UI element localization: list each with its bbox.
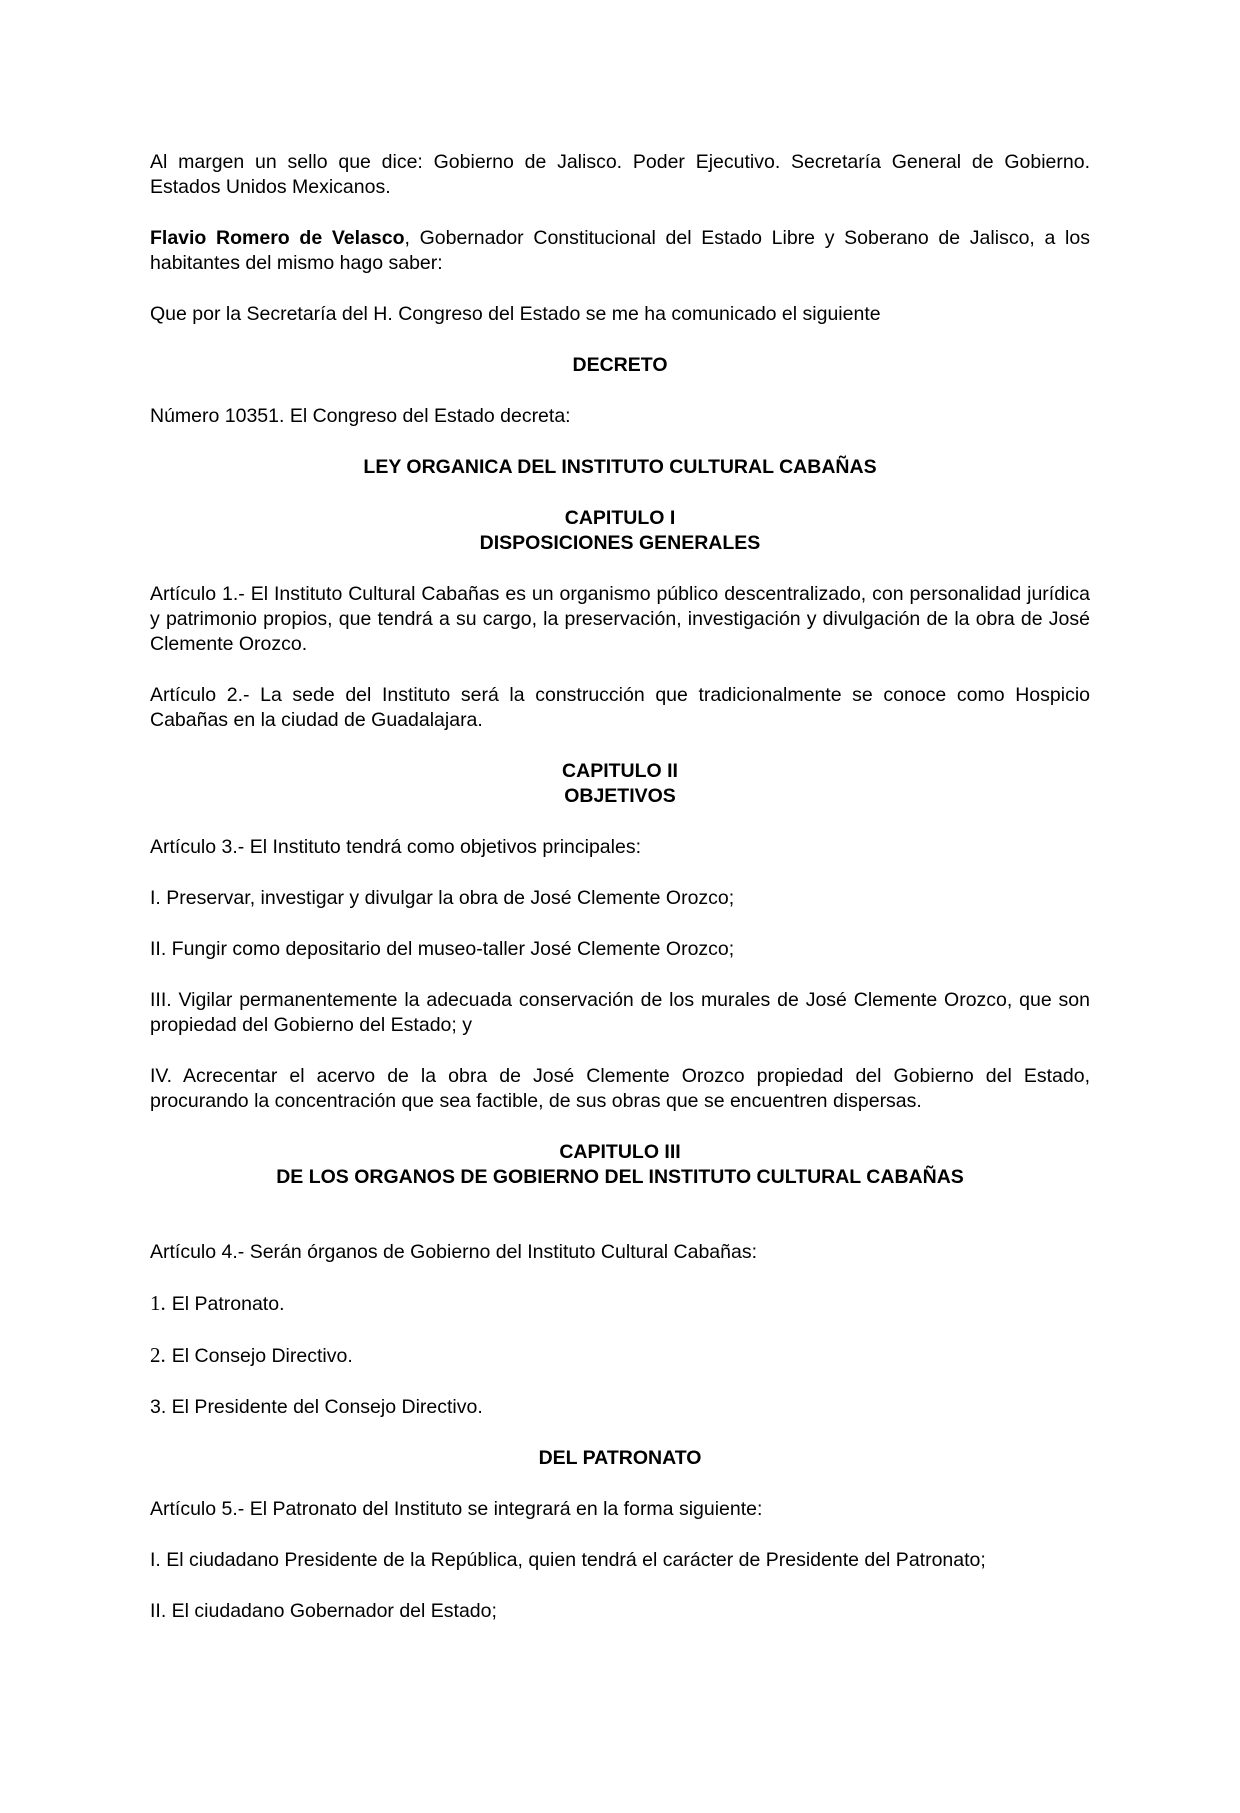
seal-paragraph: Al margen un sello que dice: Gobierno de Jalisco. Poder Ejecutivo. Secretaría General de Gobierno. Estados Unidos Mexicanos. xyxy=(150,151,1090,198)
organ-number: 2. xyxy=(150,1343,166,1367)
communicated-paragraph: Que por la Secretaría del H. Congreso del Estado se me ha comunicado el siguiente xyxy=(150,303,881,325)
law-title: LEY ORGANICA DEL INSTITUTO CULTURAL CABAÑAS xyxy=(363,456,877,478)
patronato-item: II. El ciudadano Gobernador del Estado; xyxy=(150,1600,497,1622)
chapter-3-heading xyxy=(150,1140,1090,1190)
organ-number: 1. xyxy=(150,1291,166,1315)
organ-item xyxy=(150,1343,1090,1369)
chapter-1-label: CAPITULO I xyxy=(564,507,676,529)
organ-text: El Patronato. xyxy=(171,1293,285,1315)
objective-item: II. Fungir como depositario del museo-taller José Clemente Orozco; xyxy=(150,938,735,960)
governor-paragraph xyxy=(150,226,1090,276)
organ-item: 3. El Presidente del Consejo Directivo. xyxy=(150,1396,483,1418)
chapter-2-heading xyxy=(150,759,1090,809)
governor-name: Flavio Romero de Velasco xyxy=(150,227,405,249)
organ-text: El Consejo Directivo. xyxy=(171,1345,353,1367)
governor-text: , Gobernador Constitucional del Estado Libre y Soberano de Jalisco, a los habitantes del mismo hago saber: xyxy=(150,227,1090,274)
patronato-title: DEL PATRONATO xyxy=(538,1447,702,1469)
chapter-2-title: OBJETIVOS xyxy=(564,785,676,807)
decree-number: Número 10351. El Congreso del Estado decreta: xyxy=(150,405,571,427)
objective-item: III. Vigilar permanentemente la adecuada conservación de los murales de José Clemente Orozco, que son propiedad del Gobierno del Estado; y xyxy=(150,989,1090,1036)
article-4: Artículo 4.- Serán órganos de Gobierno del Instituto Cultural Cabañas: xyxy=(150,1241,758,1263)
chapter-3-title: DE LOS ORGANOS DE GOBIERNO DEL INSTITUTO CULTURAL CABAÑAS xyxy=(276,1166,964,1188)
organ-item xyxy=(150,1291,1090,1317)
chapter-2-label: CAPITULO II xyxy=(562,760,678,782)
objective-item: I. Preservar, investigar y divulgar la obra de José Clemente Orozco; xyxy=(150,887,735,909)
chapter-1-title: DISPOSICIONES GENERALES xyxy=(479,532,761,554)
article-1: Artículo 1.- El Instituto Cultural Cabañas es un organismo público descentralizado, con personalidad jurídica y patrimonio propios, que tendrá a su cargo, la preservación, investigación y divulgación de la obra de José Clemente Orozco. xyxy=(150,583,1090,655)
chapter-1-heading xyxy=(150,506,1090,556)
article-2: Artículo 2.- La sede del Instituto será la construcción que tradicionalmente se conoce como Hospicio Cabañas en la ciudad de Guadalajara. xyxy=(150,684,1090,731)
article-3: Artículo 3.- El Instituto tendrá como objetivos principales: xyxy=(150,836,641,858)
chapter-3-label: CAPITULO III xyxy=(559,1141,681,1163)
patronato-item: I. El ciudadano Presidente de la República, quien tendrá el carácter de Presidente del Patronato; xyxy=(150,1549,986,1571)
objective-item: IV. Acrecentar el acervo de la obra de José Clemente Orozco propiedad del Gobierno del Estado, procurando la concentración que sea factible, de sus obras que se encuentren dispersas. xyxy=(150,1065,1090,1112)
article-5: Artículo 5.- El Patronato del Instituto se integrará en la forma siguiente: xyxy=(150,1498,763,1520)
decree-title: DECRETO xyxy=(572,354,668,376)
document-page xyxy=(150,150,1090,1650)
